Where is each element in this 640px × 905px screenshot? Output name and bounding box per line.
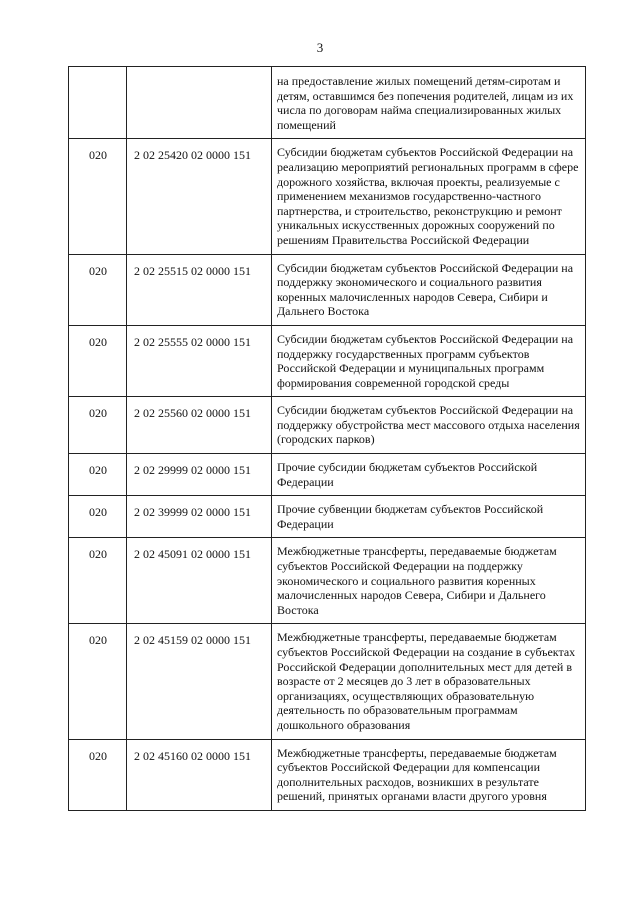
kbk-code-cell: 2 02 45160 02 0000 151 <box>127 739 272 810</box>
admin-code-cell <box>69 67 127 139</box>
description-cell: Субсидии бюджетам субъектов Российской Федерации на реализацию мероприятий региональных программ в сфере дорожного хозяйства, включая проекты, реализуемые с применением механизмов государственно-частного партнерства, и строительство, реконструкцию и ремонт уникальных искусственных дорожных сооружений по решениям Правительства Российской Федерации <box>272 139 586 254</box>
description-cell: Прочие субсидии бюджетам субъектов Российской Федерации <box>272 454 586 496</box>
table-row <box>69 397 586 454</box>
admin-code-cell: 020 <box>69 397 127 454</box>
revenue-codes-table <box>68 66 586 811</box>
table-row <box>69 139 586 254</box>
kbk-code-cell: 2 02 39999 02 0000 151 <box>127 496 272 538</box>
table-row <box>69 325 586 396</box>
description-cell: Межбюджетные трансферты, передаваемые бюджетам субъектов Российской Федерации на поддержку экономического и социального развития коренных малочисленных народов Севера, Сибири и Дальнего Востока <box>272 538 586 624</box>
description-cell: Прочие субвенции бюджетам субъектов Российской Федерации <box>272 496 586 538</box>
description-cell: Субсидии бюджетам субъектов Российской Федерации на поддержку экономического и социального развития коренных малочисленных народов Севера, Сибири и Дальнего Востока <box>272 254 586 325</box>
kbk-code-cell: 2 02 25560 02 0000 151 <box>127 397 272 454</box>
admin-code-cell: 020 <box>69 325 127 396</box>
description-cell: Межбюджетные трансферты, передаваемые бюджетам субъектов Российской Федерации для компенсации дополнительных расходов, возникших в результате решений, принятых органами власти другого уровня <box>272 739 586 810</box>
description-cell: Субсидии бюджетам субъектов Российской Федерации на поддержку обустройства мест массового отдыха населения (городских парков) <box>272 397 586 454</box>
kbk-code-cell: 2 02 25420 02 0000 151 <box>127 139 272 254</box>
admin-code-cell: 020 <box>69 538 127 624</box>
kbk-code-cell: 2 02 25555 02 0000 151 <box>127 325 272 396</box>
admin-code-cell: 020 <box>69 496 127 538</box>
table-row <box>69 624 586 739</box>
page-number: 3 <box>316 40 324 55</box>
admin-code-cell: 020 <box>69 454 127 496</box>
kbk-code-cell: 2 02 25515 02 0000 151 <box>127 254 272 325</box>
table-row <box>69 496 586 538</box>
description-cell: Межбюджетные трансферты, передаваемые бюджетам субъектов Российской Федерации на создание в субъектах Российской Федерации дополнительных мест для детей в возрасте от 2 месяцев до 3 лет в образовательных организациях, осуществляющих образовательную деятельность по образовательным программам дошкольного образования <box>272 624 586 739</box>
table-row <box>69 454 586 496</box>
description-cell: Субсидии бюджетам субъектов Российской Федерации на поддержку государственных программ субъектов Российской Федерации и муниципальных программ формирования современной городской среды <box>272 325 586 396</box>
kbk-code-cell: 2 02 45091 02 0000 151 <box>127 538 272 624</box>
table-row <box>69 67 586 139</box>
description-cell: на предоставление жилых помещений детям-сиротам и детям, оставшимся без попечения родителей, лицам из их числа по договорам найма специализированных жилых помещений <box>272 67 586 139</box>
kbk-code-cell: 2 02 45159 02 0000 151 <box>127 624 272 739</box>
kbk-code-cell <box>127 67 272 139</box>
table-row <box>69 254 586 325</box>
admin-code-cell: 020 <box>69 624 127 739</box>
admin-code-cell: 020 <box>69 139 127 254</box>
table-row <box>69 538 586 624</box>
admin-code-cell: 020 <box>69 254 127 325</box>
kbk-code-cell: 2 02 29999 02 0000 151 <box>127 454 272 496</box>
table-row <box>69 739 586 810</box>
admin-code-cell: 020 <box>69 739 127 810</box>
